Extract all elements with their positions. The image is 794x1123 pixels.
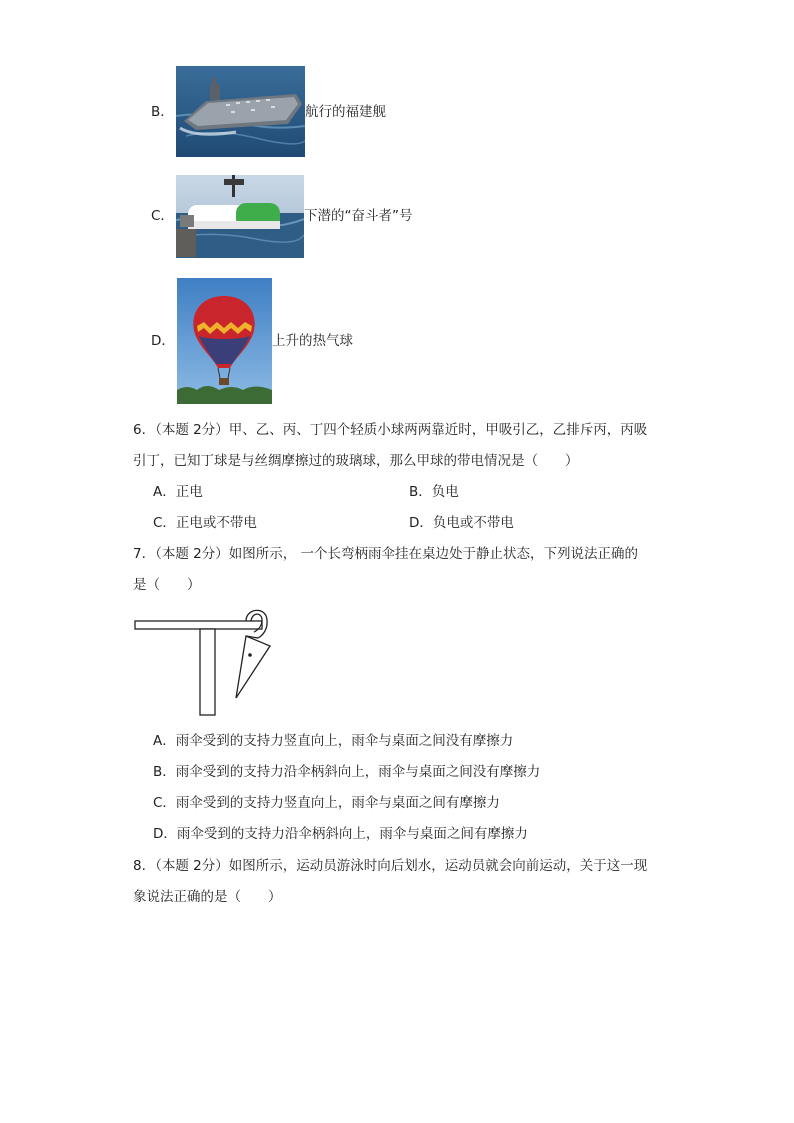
submersible-image: [176, 175, 304, 258]
hot-air-balloon-image: [177, 278, 272, 404]
q6-text-line2: 引丁，已知丁球是与丝绸摩擦过的玻璃球，那么甲球的带电情况是（ ）: [133, 453, 579, 469]
q6-option-b: B．负电: [409, 484, 459, 500]
option-d-caption: 上升的热气球: [272, 333, 353, 349]
q6-text-line1: 6．（本题 2分）甲、乙、丙、丁四个轻质小球两两靠近时，甲吸引乙，乙排斥丙，丙吸: [133, 422, 648, 438]
q7-option-a: A．雨伞受到的支持力竖直向上，雨伞与桌面之间没有摩擦力: [153, 733, 514, 749]
q7-option-d: D．雨伞受到的支持力沿伞柄斜向上，雨伞与桌面之间有摩擦力: [153, 826, 528, 842]
q7-option-b: B．雨伞受到的支持力沿伞柄斜向上，雨伞与桌面之间没有摩擦力: [153, 764, 541, 780]
option-b-caption: 航行的福建舰: [305, 104, 386, 120]
q8-text-line2: 象说法正确的是（ ）: [133, 889, 282, 905]
q8-text-line1: 8．（本题 2分）如图所示，运动员游泳时向后划水，运动员就会向前运动，关于这一现: [133, 858, 648, 874]
option-d-letter: D．: [151, 333, 175, 349]
option-b-letter: B．: [151, 104, 174, 120]
umbrella-on-table-diagram: [130, 600, 280, 720]
q7-text-line2: 是（ ）: [133, 577, 201, 593]
q6-option-d: D．负电或不带电: [409, 515, 514, 531]
option-c-letter: C．: [151, 208, 174, 224]
q6-option-a: A．正电: [153, 484, 203, 500]
aircraft-carrier-image: [176, 66, 305, 157]
option-c-caption: 下潜的“奋斗者”号: [304, 208, 413, 224]
q6-option-c: C．正电或不带电: [153, 515, 257, 531]
q7-text-line1: 7．（本题 2分）如图所示， 一个长弯柄雨伞挂在桌边处于静止状态，下列说法正确的: [133, 546, 639, 562]
q7-option-c: C．雨伞受到的支持力竖直向上，雨伞与桌面之间有摩擦力: [153, 795, 500, 811]
